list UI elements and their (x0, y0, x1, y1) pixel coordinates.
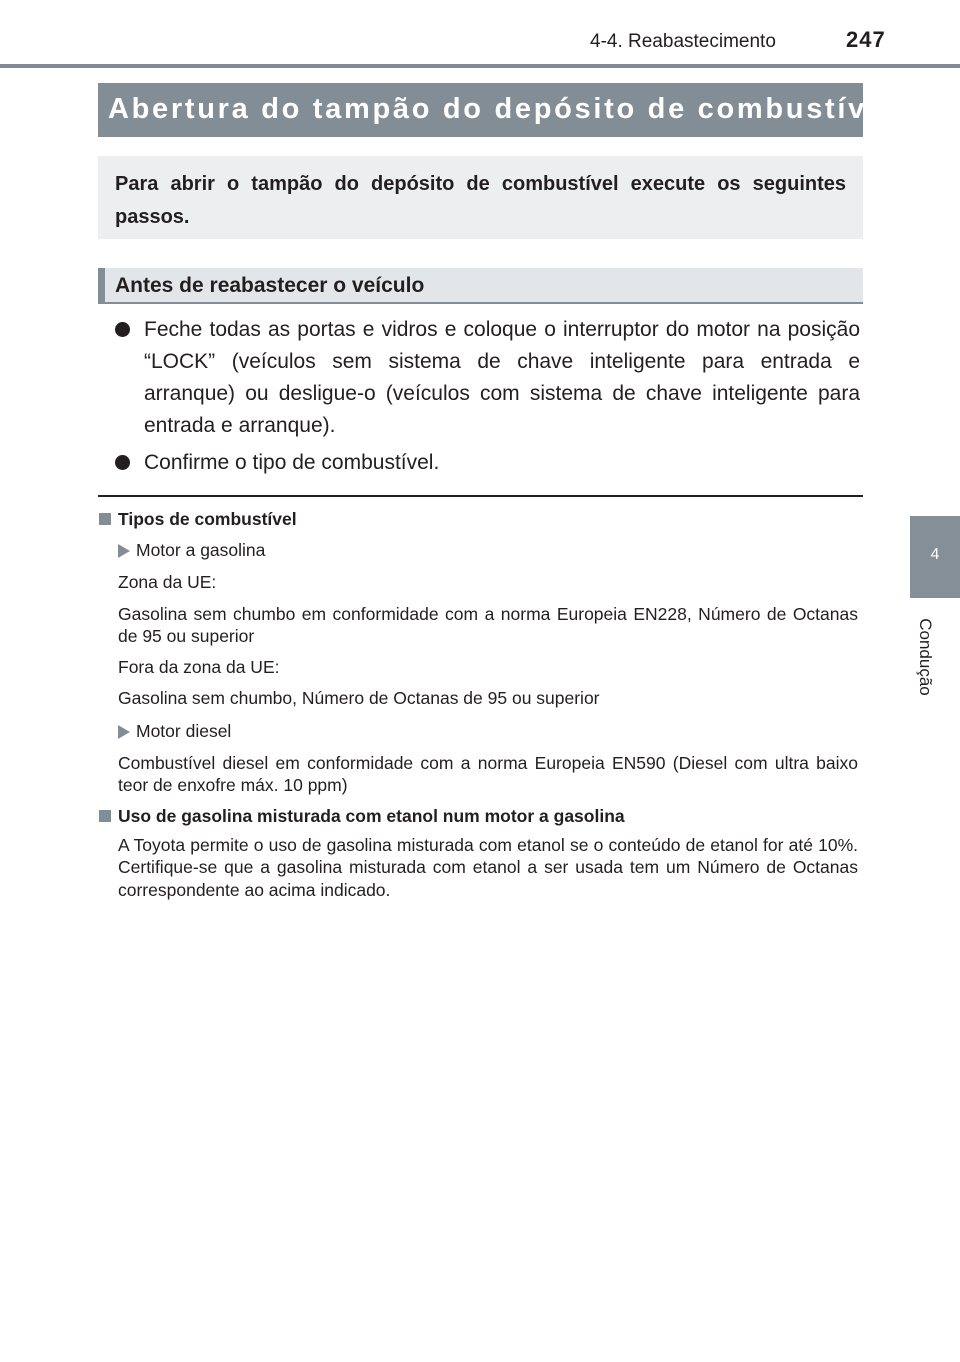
diesel-label: Motor diesel (136, 720, 232, 741)
note-heading-ethanol (98, 805, 858, 828)
subheading-bar (98, 268, 863, 304)
eu-zone-label: Zona da UE: (118, 572, 217, 592)
note-heading-text: Tipos de combustível (118, 509, 297, 529)
note-heading-fuel-types (98, 508, 858, 531)
bullet-icon (115, 322, 130, 337)
gasoline-engine-item (118, 539, 858, 562)
chapter-label-text: Condução (916, 618, 935, 696)
bullet-icon (115, 455, 130, 470)
eu-zone-text: Gasolina sem chumbo em conformidade com a norma Europeia EN228, Número de Octanas de 95 ou superior (118, 603, 858, 646)
diesel-text: Combustível diesel em conformidade com a norma Europeia EN590 (Diesel com ultra baixo teor de enxofre máx. 10 ppm) (118, 752, 858, 795)
page-number: 247 (846, 27, 886, 52)
chapter-tab[interactable] (910, 516, 960, 598)
instruction-item (115, 314, 860, 442)
non-eu-zone-label: Fora da zona da UE: (118, 656, 280, 677)
gasoline-label: Motor a gasolina (136, 540, 266, 560)
subheading-text: Antes de reabastecer o veículo (115, 274, 425, 297)
notes-section (98, 508, 858, 901)
intro-text: Para abrir o tampão do depósito de combustível execute os seguintes passos. (115, 173, 846, 228)
page-title-banner (98, 83, 897, 137)
section-title: 4-4. Reabastecimento (590, 31, 776, 52)
triangle-arrow-icon (118, 544, 130, 558)
square-bullet-icon (99, 513, 111, 525)
ethanol-text: A Toyota permite o uso de gasolina misturada com etanol se o conteúdo de etanol for até 10%. Certifique-se que a gasolina misturada com etanol a ser usada tem um Número de Octanas correspondente ao acima indicado. (118, 834, 858, 900)
non-eu-zone-text: Gasolina sem chumbo, Número de Octanas de 95 ou superior (118, 688, 600, 708)
intro-box (98, 156, 863, 239)
note-body-ethanol (98, 834, 858, 902)
instruction-text: Confirme o tipo de combustível. (144, 451, 440, 474)
instruction-list (115, 314, 860, 484)
page-title: Abertura do tampão do depósito de combustível (108, 93, 897, 125)
instruction-item (115, 447, 860, 479)
diesel-engine-item (118, 720, 858, 743)
instruction-text: Feche todas as portas e vidros e coloque o interruptor do motor na posição “LOCK” (veículos sem sistema de chave inteligente para entrada e arranque) ou desligue-o (veículos com sistema de chave inteligente para entrada e arranque). (144, 318, 860, 437)
subheading-accent (98, 268, 105, 304)
header-divider (0, 64, 960, 68)
note-heading-text: Uso de gasolina misturada com etanol num motor a gasolina (118, 805, 625, 826)
square-bullet-icon (99, 810, 111, 822)
note-body-fuel-types (98, 539, 858, 797)
chapter-number: 4 (930, 546, 940, 563)
triangle-arrow-icon (118, 725, 130, 739)
chapter-label (912, 602, 938, 712)
section-divider (98, 495, 863, 497)
